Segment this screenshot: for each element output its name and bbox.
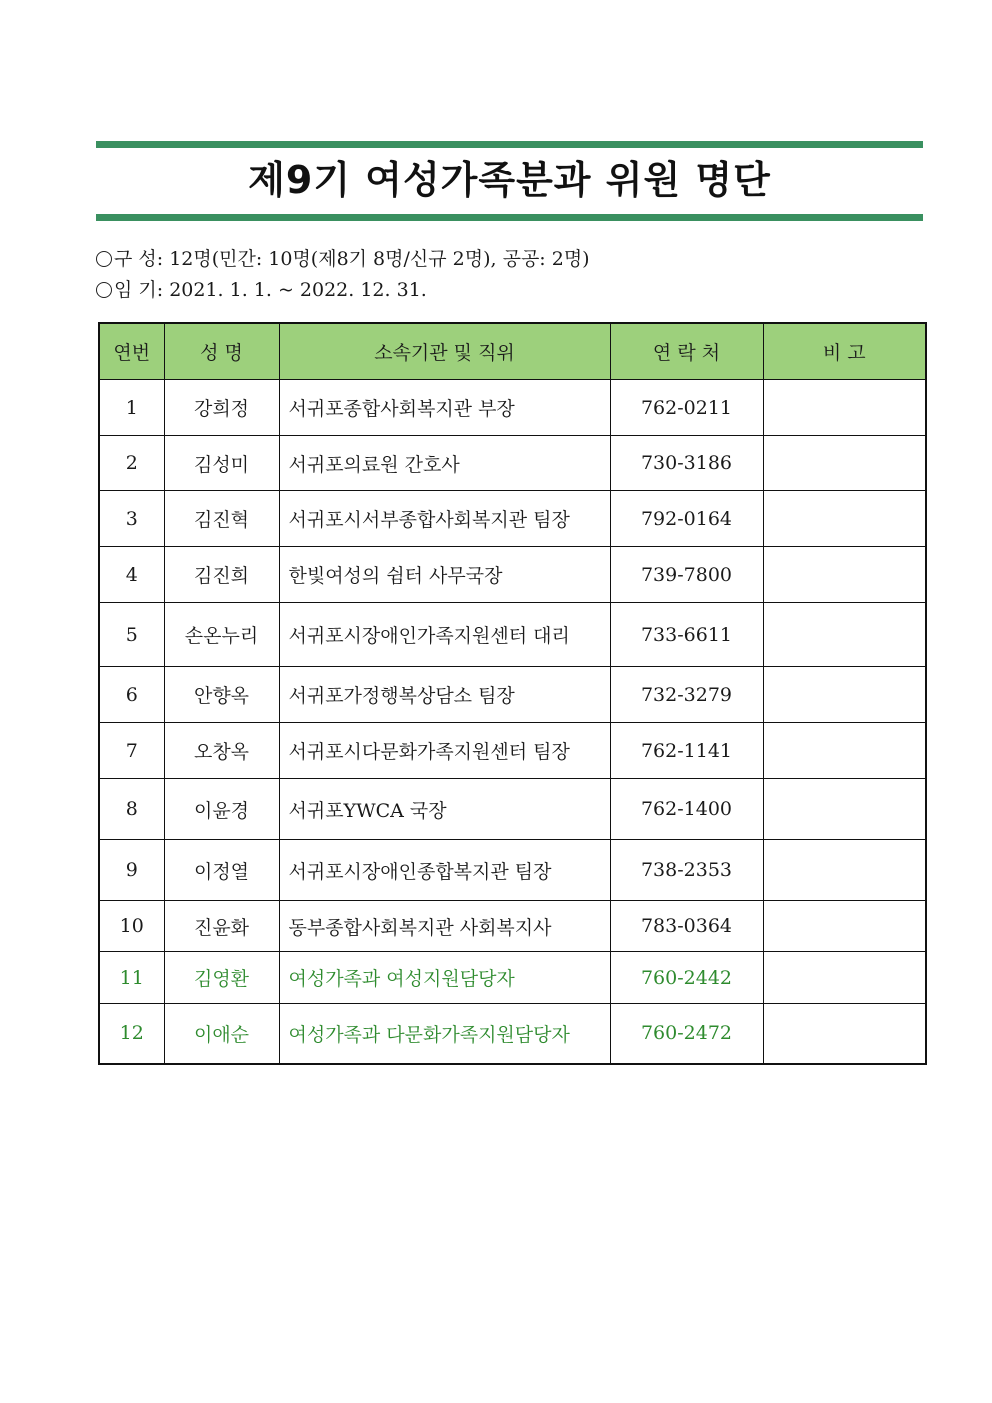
title-bottom-rule [96, 214, 923, 221]
cell-phone: 760-2442 [610, 952, 763, 1004]
cell-no: 11 [99, 952, 164, 1004]
cell-phone: 762-1400 [610, 779, 763, 840]
cell-name: 오창옥 [164, 723, 279, 779]
cell-name: 김영환 [164, 952, 279, 1004]
cell-phone: 762-1141 [610, 723, 763, 779]
cell-org: 서귀포YWCA 국장 [279, 779, 610, 840]
cell-org: 서귀포시장애인종합복지관 팀장 [279, 840, 610, 901]
table-header-row [99, 323, 926, 380]
cell-note [763, 723, 926, 779]
header-phone: 연 락 처 [610, 323, 763, 380]
cell-note [763, 491, 926, 547]
table-row [99, 380, 926, 436]
cell-name: 이윤경 [164, 779, 279, 840]
circle-bullet-icon [96, 282, 112, 298]
table-row [99, 603, 926, 667]
term-text: 임 기: 2021. 1. 1. ~ 2022. 12. 31. [114, 279, 427, 301]
member-table [98, 322, 927, 1065]
cell-phone: 733-6611 [610, 603, 763, 667]
table-row [99, 667, 926, 723]
cell-name: 이정열 [164, 840, 279, 901]
term-line [96, 277, 427, 303]
cell-phone: 783-0364 [610, 901, 763, 952]
cell-phone: 739-7800 [610, 547, 763, 603]
cell-phone: 732-3279 [610, 667, 763, 723]
cell-name: 김성미 [164, 436, 279, 491]
cell-name: 김진희 [164, 547, 279, 603]
cell-name: 이애순 [164, 1004, 279, 1064]
title-top-rule [96, 141, 923, 148]
composition-text: 구 성: 12명(민간: 10명(제8기 8명/신규 2명), 공공: 2명) [114, 248, 590, 270]
cell-no: 1 [99, 380, 164, 436]
table-row [99, 1004, 926, 1064]
cell-no: 6 [99, 667, 164, 723]
cell-no: 9 [99, 840, 164, 901]
cell-name: 진윤화 [164, 901, 279, 952]
cell-phone: 792-0164 [610, 491, 763, 547]
cell-note [763, 1004, 926, 1064]
cell-note [763, 603, 926, 667]
cell-note [763, 547, 926, 603]
header-name: 성 명 [164, 323, 279, 380]
cell-org: 한빛여성의 쉼터 사무국장 [279, 547, 610, 603]
table-row [99, 547, 926, 603]
table-row [99, 723, 926, 779]
cell-note [763, 436, 926, 491]
cell-org: 여성가족과 다문화가족지원담당자 [279, 1004, 610, 1064]
cell-phone: 738-2353 [610, 840, 763, 901]
table-row [99, 779, 926, 840]
cell-name: 강희정 [164, 380, 279, 436]
cell-org: 여성가족과 여성지원담당자 [279, 952, 610, 1004]
cell-phone: 762-0211 [610, 380, 763, 436]
cell-phone: 730-3186 [610, 436, 763, 491]
cell-org: 서귀포시서부종합사회복지관 팀장 [279, 491, 610, 547]
cell-org: 서귀포가정행복상담소 팀장 [279, 667, 610, 723]
table-row [99, 952, 926, 1004]
cell-note [763, 667, 926, 723]
cell-org: 서귀포시장애인가족지원센터 대리 [279, 603, 610, 667]
table-row [99, 491, 926, 547]
header-no: 연번 [99, 323, 164, 380]
table-row [99, 436, 926, 491]
cell-note [763, 779, 926, 840]
cell-name: 김진혁 [164, 491, 279, 547]
table-row [99, 901, 926, 952]
cell-name: 안향옥 [164, 667, 279, 723]
composition-line [96, 246, 590, 272]
cell-org: 동부종합사회복지관 사회복지사 [279, 901, 610, 952]
cell-no: 7 [99, 723, 164, 779]
circle-bullet-icon [96, 251, 112, 267]
cell-org: 서귀포종합사회복지관 부장 [279, 380, 610, 436]
cell-note [763, 952, 926, 1004]
header-note: 비 고 [763, 323, 926, 380]
cell-no: 3 [99, 491, 164, 547]
cell-no: 12 [99, 1004, 164, 1064]
cell-note [763, 840, 926, 901]
cell-name: 손온누리 [164, 603, 279, 667]
page-title: 제9기 여성가족분과 위원 명단 [248, 158, 771, 202]
table-row [99, 840, 926, 901]
cell-org: 서귀포시다문화가족지원센터 팀장 [279, 723, 610, 779]
cell-phone: 760-2472 [610, 1004, 763, 1064]
cell-org: 서귀포의료원 간호사 [279, 436, 610, 491]
cell-note [763, 901, 926, 952]
cell-no: 2 [99, 436, 164, 491]
header-org: 소속기관 및 직위 [279, 323, 610, 380]
cell-no: 4 [99, 547, 164, 603]
cell-no: 8 [99, 779, 164, 840]
cell-no: 10 [99, 901, 164, 952]
cell-note [763, 380, 926, 436]
cell-no: 5 [99, 603, 164, 667]
